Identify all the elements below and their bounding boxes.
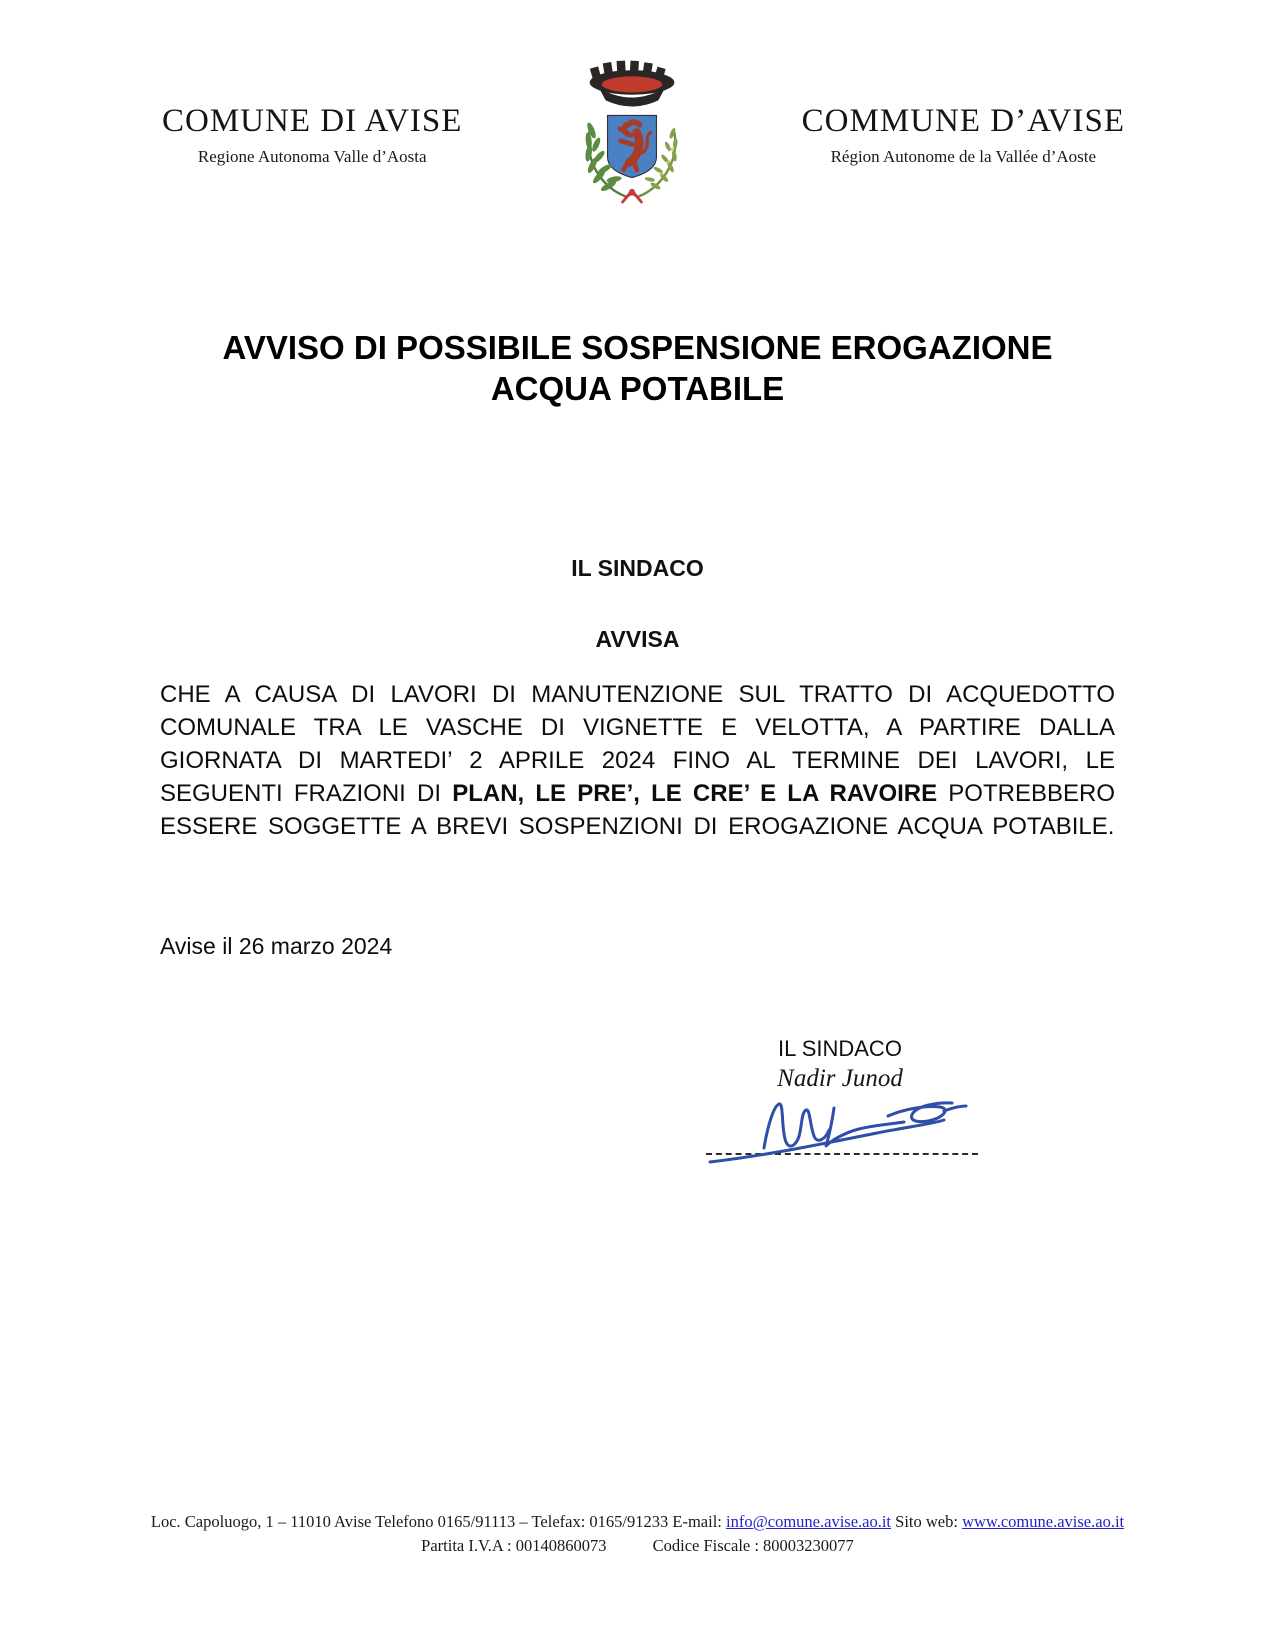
org-italian <box>162 55 462 167</box>
org-subtitle-fr: Région Autonome de la Vallée d’Aoste <box>830 147 1097 166</box>
footer-address: Loc. Capoluogo, 1 – 11010 Avise Telefono 0165/91113 – Telefax: 0165/91233 E-mail: <box>150 1512 722 1531</box>
notice-title: AVVISO DI POSSIBILE SOSPENSIONE EROGAZIONE ACQUA POTABILE <box>222 329 1053 407</box>
footer-fiscal-code: Codice Fiscale : 80003230077 <box>652 1536 854 1555</box>
dateline: Avise il 26 marzo 2024 <box>160 933 393 959</box>
signature-block <box>700 1036 980 1168</box>
handwritten-signature-icon <box>692 1078 992 1168</box>
notice-body <box>160 678 1115 843</box>
coat-of-arms-icon <box>552 55 712 205</box>
footer <box>0 1510 1275 1558</box>
footer-contacts-line <box>0 1510 1275 1534</box>
signature-role: IL SINDACO <box>778 1036 902 1061</box>
body-text-before: CHE A CAUSA DI LAVORI DI MANUTENZIONE SUL TRATTO DI ACQUEDOTTO COMUNALE TRA LE VASCHE DI VIGNETTE E VELOTTA, A PARTIRE DALLA GIORNATA DI MARTEDI’ 2 APRILE 2024 FINO AL TERMINE DEI LAVORI, LE SEGUENTI FRAZIONI DI <box>160 681 1115 807</box>
org-subtitle-it: Regione Autonoma Valle d’Aosta <box>197 147 427 166</box>
org-title-fr: COMMUNE D’AVISE <box>801 103 1125 139</box>
coat-of-arms <box>552 55 712 205</box>
signature-area <box>700 1094 980 1168</box>
footer-vat: Partita I.V.A : 00140860073 <box>421 1536 607 1555</box>
body-text-bold-frazioni: PLAN, LE PRE’, LE CRE’ E LA RAVOIRE <box>452 780 938 807</box>
org-title-it: COMUNE DI AVISE <box>162 103 463 139</box>
footer-fiscal-line <box>0 1534 1275 1558</box>
letterhead <box>0 0 1275 205</box>
body-text-after: POTREBBERO ESSERE SOGGETTE A BREVI SOSPENZIONI DI EROGAZIONE ACQUA POTABILE. <box>160 780 1115 840</box>
signature-name: Nadir Junod <box>777 1065 903 1092</box>
footer-site-label: Sito web: <box>895 1512 958 1531</box>
heading-il-sindaco: IL SINDACO <box>571 555 704 581</box>
heading-avvisa: AVVISA <box>595 626 680 652</box>
org-french <box>802 55 1125 167</box>
footer-email-link[interactable]: info@comune.avise.ao.it <box>725 1512 892 1531</box>
footer-website-link[interactable]: www.comune.avise.ao.it <box>962 1512 1125 1531</box>
